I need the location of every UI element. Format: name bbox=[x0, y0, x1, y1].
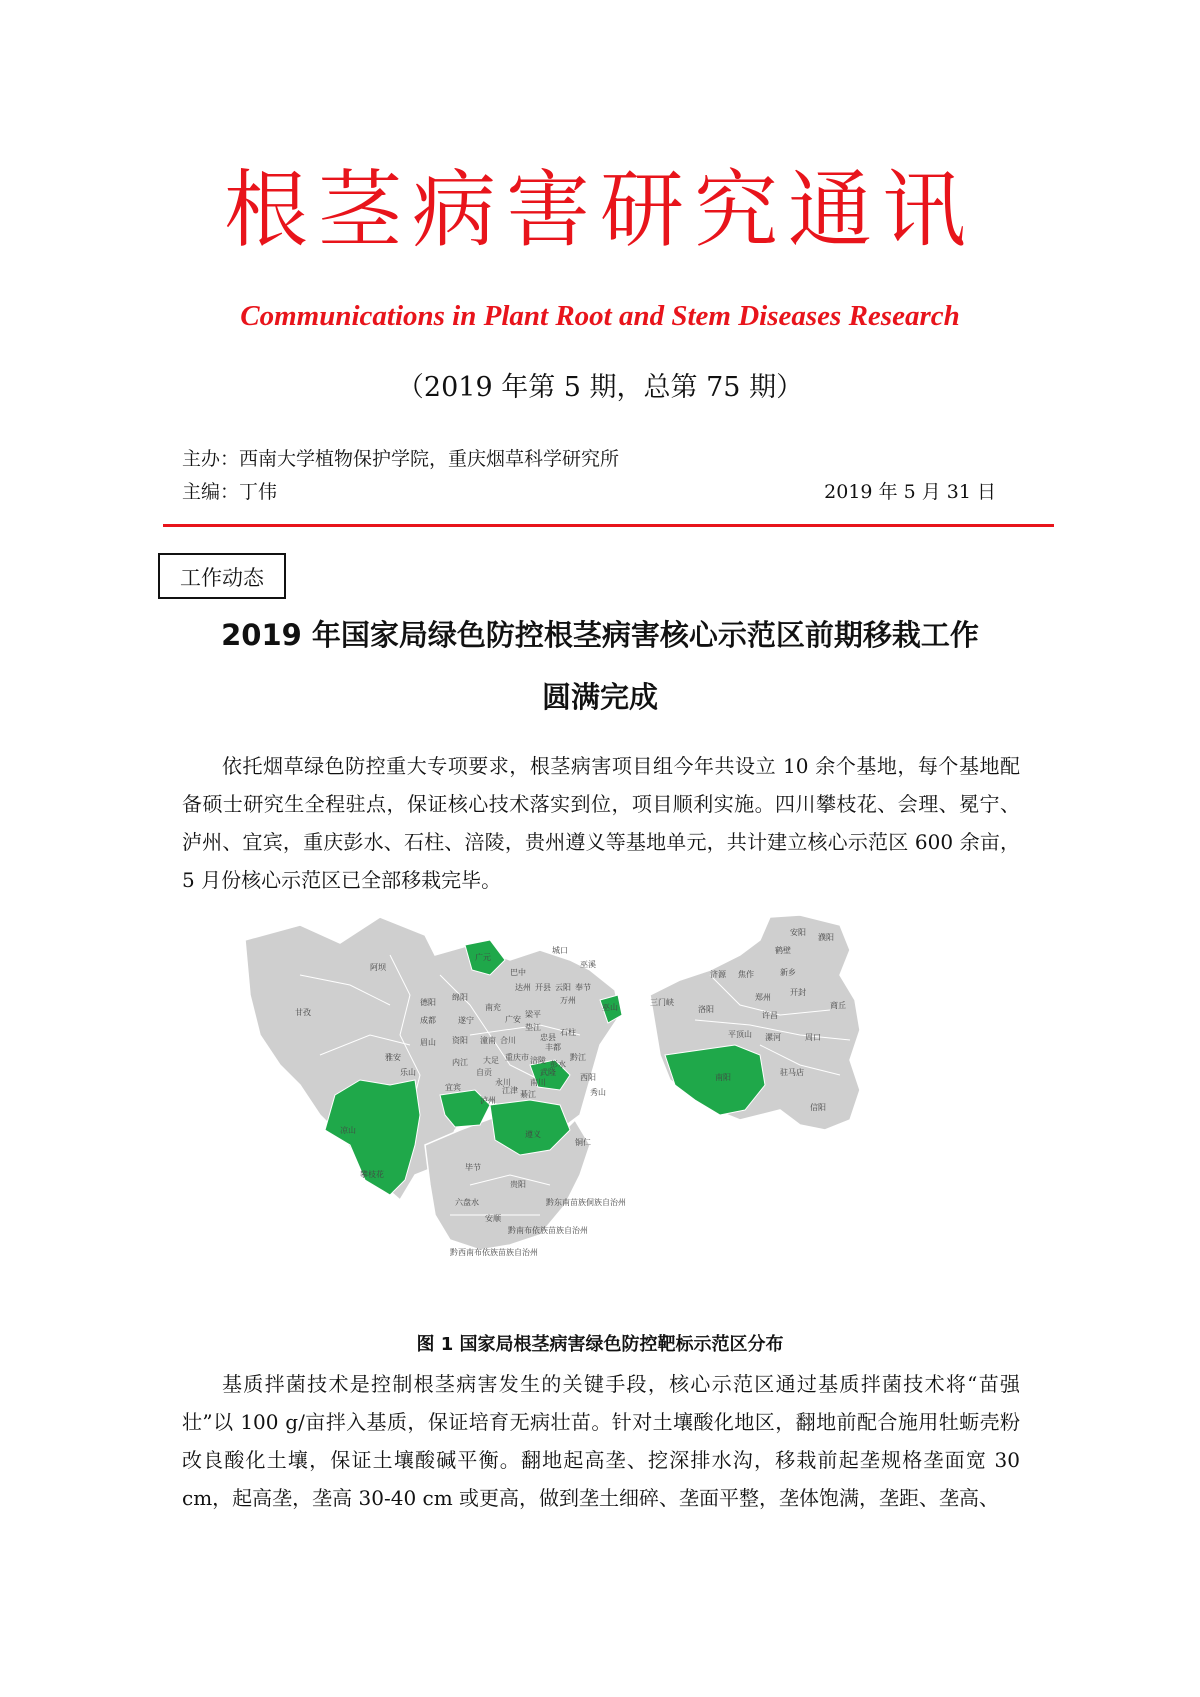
map-label: 奉节 bbox=[575, 983, 591, 992]
map-label: 洛阳 bbox=[698, 1005, 714, 1014]
editor-line: 主编：丁伟 bbox=[182, 481, 278, 503]
english-subtitle: Communications in Plant Root and Stem Diseases Research bbox=[240, 300, 960, 332]
map-label: 铜仁 bbox=[575, 1138, 591, 1147]
map-label: 安顺 bbox=[485, 1214, 501, 1223]
map-label: 彭水 bbox=[550, 1060, 566, 1069]
map-label: 六盘水 bbox=[455, 1198, 479, 1207]
map-label: 广元 bbox=[475, 953, 491, 962]
map-label: 新乡 bbox=[780, 968, 796, 977]
map-label: 自贡 bbox=[476, 1068, 492, 1077]
map-label: 大足 bbox=[483, 1056, 499, 1065]
masthead-title: 根茎病害研究通讯 bbox=[223, 161, 976, 259]
map-label: 西阳 bbox=[580, 1073, 596, 1082]
issue-number: （2019 年第 5 期，总第 75 期） bbox=[396, 372, 804, 403]
map-label: 雅安 bbox=[385, 1053, 401, 1062]
map-label: 内江 bbox=[452, 1058, 468, 1067]
map-label: 平顶山 bbox=[728, 1030, 752, 1039]
map-label: 信阳 bbox=[810, 1103, 826, 1112]
map-label: 泸州 bbox=[480, 1096, 496, 1105]
map-label: 梁平 bbox=[525, 1010, 541, 1019]
map-label: 达州 bbox=[515, 983, 531, 992]
map-label: 开封 bbox=[790, 988, 806, 997]
map-label: 合川 bbox=[500, 1036, 516, 1045]
map-label: 重庆市 bbox=[505, 1053, 529, 1062]
article-title-line2: 圆满完成 bbox=[541, 680, 658, 714]
publish-date: 2019 年 5 月 31 日 bbox=[824, 481, 996, 503]
map-label: 三门峡 bbox=[650, 998, 674, 1007]
map-label: 潼南 bbox=[480, 1036, 496, 1045]
map-label: 江津 bbox=[502, 1086, 518, 1095]
map-label: 绵阳 bbox=[452, 993, 468, 1002]
map-label: 周口 bbox=[805, 1033, 821, 1042]
map-label: 城口 bbox=[552, 946, 568, 955]
map-label: 忠县 bbox=[540, 1033, 556, 1042]
map-label: 商丘 bbox=[830, 1001, 846, 1010]
map-label: 南川 bbox=[530, 1078, 546, 1087]
map-label: 綦江 bbox=[520, 1090, 536, 1099]
map-label: 遂宁 bbox=[458, 1016, 474, 1025]
map-label: 垫江 bbox=[525, 1023, 541, 1032]
map-label: 丰都 bbox=[545, 1043, 561, 1052]
map-label: 郑州 bbox=[755, 993, 771, 1002]
map-label: 黔南布依族苗族自治州 bbox=[508, 1226, 588, 1235]
body-paragraph-2: 基质拌菌技术是控制根茎病害发生的关键手段，核心示范区通过基质拌菌技术将“苗强壮”以 100 g/亩拌入基质，保证培育无病壮苗。针对土壤酸化地区，翻地前配合施用牡蛎壳粉改良酸化土壤，保证土壤酸碱平衡。翻地起高垄、挖深排水沟，移栽前起垄规格垄面宽 30 cm，起高垄，垄高 30-40 cm 或更高，做到垄土细碎、垄面平整，垄体饱满，垄距、垄高、 bbox=[182, 1372, 1020, 1510]
sponsor-line: 主办：西南大学植物保护学院，重庆烟草科学研究所 bbox=[182, 448, 620, 470]
map-label: 黔江 bbox=[570, 1053, 586, 1062]
article-title-line1: 2019 年国家局绿色防控根茎病害核心示范区前期移栽工作 bbox=[221, 618, 979, 652]
map-label: 焦作 bbox=[738, 970, 754, 979]
map-label: 巫溪 bbox=[580, 960, 596, 969]
demonstration-area-map bbox=[240, 915, 940, 1305]
map-label: 漯河 bbox=[765, 1033, 781, 1042]
map-label: 南阳 bbox=[715, 1073, 731, 1082]
map-label: 永川 bbox=[495, 1078, 511, 1087]
map-label: 乐山 bbox=[400, 1068, 416, 1077]
map-label: 武隆 bbox=[540, 1068, 556, 1077]
map-label: 资阳 bbox=[452, 1036, 468, 1045]
map-label: 南充 bbox=[485, 1003, 501, 1012]
map-label: 贵阳 bbox=[510, 1180, 526, 1189]
map-label: 甘孜 bbox=[295, 1008, 311, 1017]
map-label: 驻马店 bbox=[780, 1068, 804, 1077]
map-label: 濮阳 bbox=[818, 933, 834, 942]
map-label: 巫山 bbox=[602, 1003, 618, 1012]
body-paragraph-1: 依托烟草绿色防控重大专项要求，根茎病害项目组今年共设立 10 余个基地，每个基地配备硕士研究生全程驻点，保证核心技术落实到位，项目顺利实施。四川攀枝花、会理、冕宁、泸州、宜宾，重庆彭水、石柱、涪陵，贵州遵义等基地单元，共计建立核心示范区 600 余亩，5 月份核心示范区已全部移栽完毕。 bbox=[182, 754, 1020, 892]
map-label: 德阳 bbox=[420, 998, 436, 1007]
map-label: 宜宾 bbox=[445, 1083, 461, 1092]
map-label: 阿坝 bbox=[370, 963, 386, 972]
section-tag: 工作动态 bbox=[158, 553, 286, 599]
map-label: 鹤壁 bbox=[775, 946, 791, 955]
map-label: 涪陵 bbox=[530, 1056, 546, 1065]
map-label: 许昌 bbox=[762, 1011, 778, 1020]
map-label: 广安 bbox=[505, 1015, 521, 1024]
map-label: 毕节 bbox=[465, 1163, 481, 1172]
map-label: 眉山 bbox=[420, 1038, 436, 1047]
map-label: 安阳 bbox=[790, 928, 806, 937]
map-label: 凉山 bbox=[340, 1126, 356, 1135]
map-label: 黔东南苗族侗族自治州 bbox=[546, 1198, 626, 1207]
map-label: 万州 bbox=[560, 996, 576, 1005]
map-label: 云阳 bbox=[555, 983, 571, 992]
map-label: 石柱 bbox=[560, 1028, 576, 1037]
map-label: 秀山 bbox=[590, 1088, 606, 1097]
map-label: 攀枝花 bbox=[360, 1170, 384, 1179]
figure-caption: 图 1 国家局根茎病害绿色防控靶标示范区分布 bbox=[416, 1334, 784, 1355]
map-label: 济源 bbox=[710, 970, 726, 979]
map-label: 开县 bbox=[535, 983, 551, 992]
map-label: 巴中 bbox=[510, 968, 526, 977]
map-label: 成都 bbox=[420, 1016, 436, 1025]
header-rule bbox=[163, 524, 1054, 527]
map-label: 遵义 bbox=[525, 1130, 541, 1139]
map-label: 黔西南布依族苗族自治州 bbox=[450, 1248, 538, 1257]
